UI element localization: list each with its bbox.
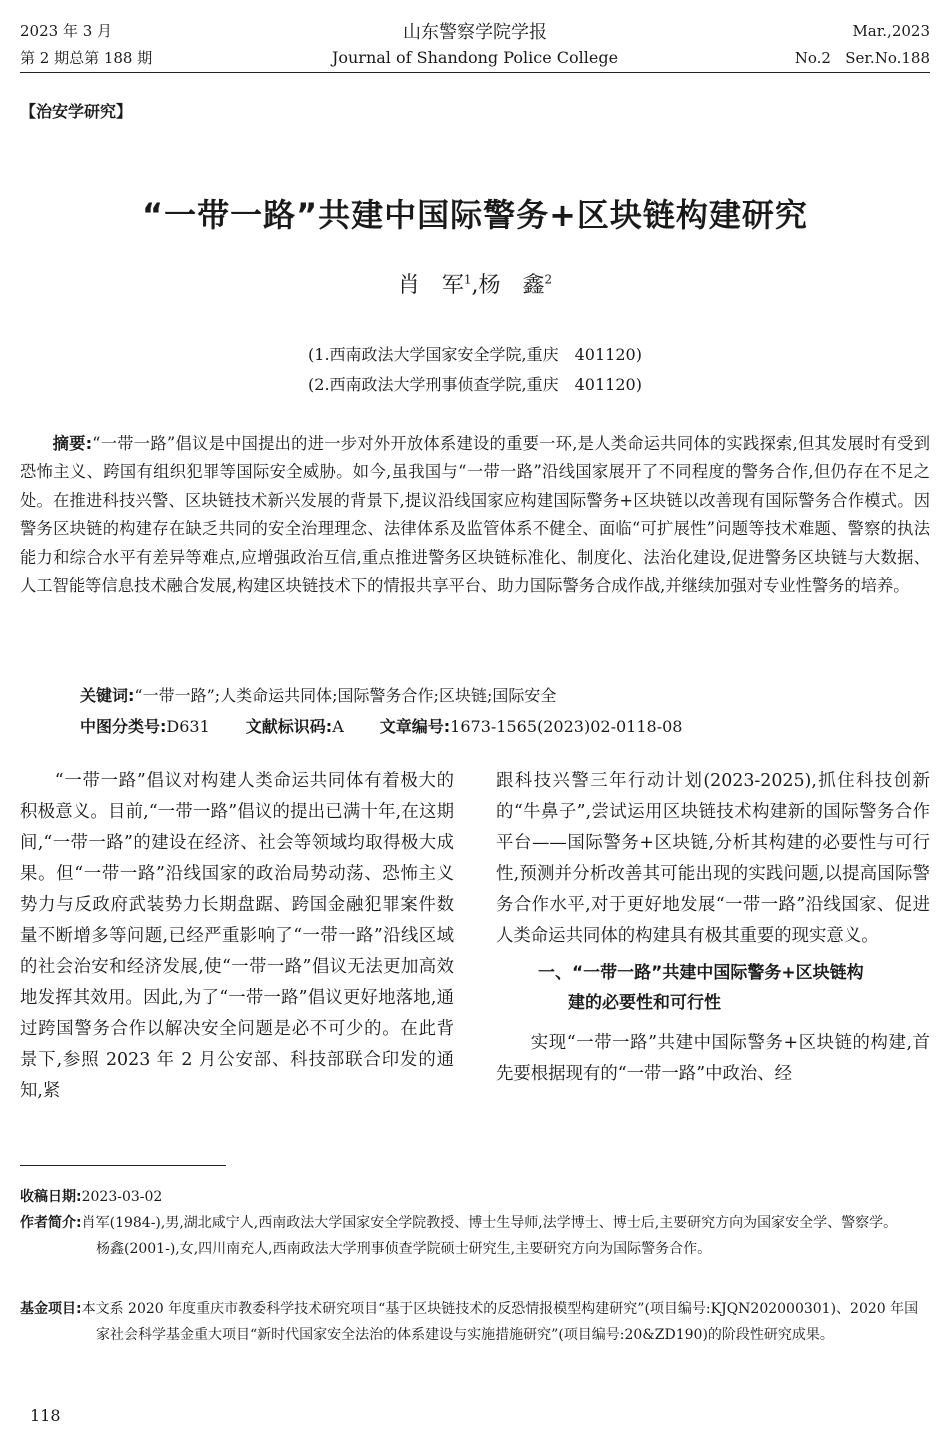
footnote-fund	[20, 1296, 932, 1348]
article-number-label: 文章编号:	[379, 717, 451, 736]
article-number-value: 1673-1565(2023)02-0118-08	[450, 717, 683, 736]
abstract	[20, 430, 930, 600]
author-bio	[20, 1210, 932, 1236]
footnote-received	[20, 1184, 932, 1210]
page-number: 118	[30, 1406, 61, 1425]
clc-label: 中图分类号:	[80, 717, 167, 736]
keywords-text: “一带一路”;人类命运共同体;国际警务合作;区块链;国际安全	[134, 686, 557, 705]
article-title: “一带一路”共建中国际警务+区块链构建研究	[142, 196, 808, 234]
body-paragraph: “一带一路”倡议对构建人类命运共同体有着极大的积极意义。目前,“一带一路”倡议的提出已满十年,在这期间,“一带一路”的建设在经济、社会等领域均取得极大成果。但“一带一路”沿线国家的政治局势动荡、恐怖主义势力与反政府武装势力长期盘踞、跨国金融犯罪案件数量不断增多等问题,已经严重影响了“一带一路”沿线区域的社会治安和经济发展,使“一带一路”倡议无法更加高效地发挥其效用。因此,为了“一带一路”倡议更好地落地,通过跨国警务合作以解决安全问题是必不可少的。在此背景下,参照 2023 年 2 月公安部、科技部联合印发的通知,紧	[20, 771, 454, 1101]
author-bio-label: 作者简介:	[20, 1215, 82, 1231]
author-name: 杨 鑫	[478, 273, 545, 298]
author-affil-mark: 1	[463, 272, 472, 287]
section-heading	[496, 958, 930, 1018]
body-paragraph: 跟科技兴警三年行动计划(2023-2025),抓住科技创新的“牛鼻子”,尝试运用区块链技术构建新的国际警务合作平台——国际警务+区块链,分析其构建的必要性与可行性,预测并分析改善其可能出现的实践问题,以提高国际警务合作水平,对于更好地发展“一带一路”沿线国家、促进人类命运共同体的构建具有极其重要的现实意义。	[496, 771, 930, 946]
section-heading-line: 一、“一带一路”共建中国际警务+区块链构	[538, 963, 864, 983]
author-affil-mark: 2	[544, 272, 553, 287]
section-tag: 【治安学研究】	[20, 102, 133, 121]
author-separator: ,	[471, 273, 479, 298]
author-bio: 杨鑫(2001-),女,四川南充人,西南政法大学刑事侦查学院硕士研究生,主要研究方向为国际警务合作。	[96, 1241, 712, 1257]
header-date: 2023 年 3 月	[20, 22, 113, 40]
journal-title-cn: 山东警察学院学报	[403, 22, 547, 43]
header-issue-en: No.2 Ser.No.188	[794, 49, 930, 67]
doc-code-value: A	[332, 717, 344, 736]
author-bio-text: 肖军(1984-),男,湖北咸宁人,西南政法大学国家安全学院教授、博士生导师,法学博士、博士后,主要研究方向为国家安全学、警察学。	[81, 1215, 898, 1231]
authors	[0, 268, 950, 299]
fund-label: 基金项目:	[20, 1301, 82, 1317]
affiliation: (2.西南政法大学刑事侦查学院,重庆 401120)	[308, 375, 642, 394]
clc-value: D631	[166, 717, 210, 736]
header-rule	[20, 72, 930, 73]
footnote-rule	[20, 1165, 226, 1166]
doc-code-label: 文献标识码:	[245, 717, 333, 736]
journal-title-en: Journal of Shandong Police College	[331, 48, 619, 67]
body-column-left	[20, 766, 454, 1107]
fund-info	[20, 1296, 932, 1348]
keywords-label: 关键词:	[80, 686, 135, 705]
affiliation: (1.西南政法大学国家安全学院,重庆 401120)	[308, 345, 642, 364]
header-date-en: Mar.,2023	[852, 22, 930, 40]
abstract-label: 摘要:	[52, 434, 93, 453]
body-column-right	[496, 766, 930, 1090]
author-name: 肖 军	[397, 273, 464, 298]
footnote-authors	[20, 1210, 932, 1262]
section-heading-line: 建的必要性和可行性	[568, 993, 721, 1013]
keywords	[80, 683, 556, 706]
header-issue: 第 2 期总第 188 期	[20, 49, 153, 67]
body-paragraph: 实现“一带一路”共建中国际警务+区块链的构建,首先要根据现有的“一带一路”中政治、经	[496, 1033, 930, 1084]
classification	[80, 714, 682, 737]
abstract-text: “一带一路”倡议是中国提出的进一步对外开放体系建设的重要一环,是人类命运共同体的实践探索,但其发展时有受到恐怖主义、跨国有组织犯罪等国际安全威胁。如今,虽我国与“一带一路”沿线国家展开了不同程度的警务合作,但仍存在不足之处。在推进科技兴警、区块链技术新兴发展的背景下,提议沿线国家应构建国际警务+区块链以改善现有国际警务合作模式。因警务区块链的构建存在缺乏共同的安全治理理念、法律体系及监管体系不健全、面临“可扩展性”问题等技术难题、警察的执法能力和综合水平有差异等难点,应增强政治互信,重点推进警务区块链标准化、制度化、法治化建设,促进警务区块链与大数据、人工智能等信息技术融合发展,构建区块链技术下的情报共享平台、助力国际警务合成作战,并继续加强对专业性警务的培养。	[20, 434, 930, 596]
received-date: 2023-03-02	[81, 1189, 163, 1205]
fund-text: 本文系 2020 年度重庆市教委科学技术研究项目“基于区块链技术的反恐情报模型构建研究”(项目编号:KJQN202000301)、2020 年国家社会科学基金重大项目“新时代国家安全法治的体系建设与实施措施研究”(项目编号:20&ZD190)的阶段性研究成果。	[81, 1301, 919, 1343]
received-label: 收稿日期:	[20, 1189, 82, 1205]
